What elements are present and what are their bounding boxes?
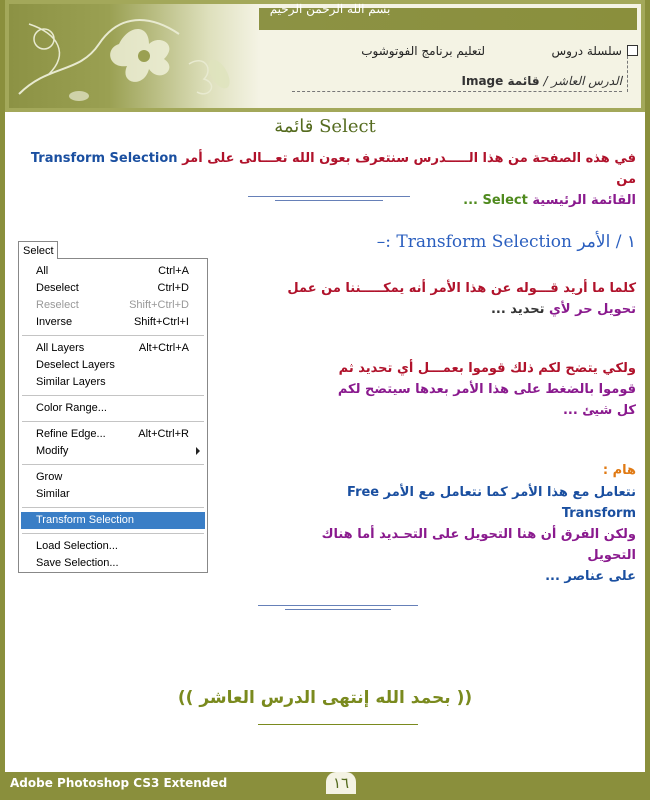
intro-line2-a: القائمة الرئيسية (527, 193, 636, 208)
menu-separator (22, 395, 204, 396)
paragraph-3 (276, 358, 636, 421)
footer-app-name: Adobe Photoshop CS3 Extended (10, 776, 228, 790)
menu-item-similar-layers[interactable]: Similar Layers (36, 376, 106, 388)
para2-line2: تحويل حر لأي (549, 302, 636, 317)
page-title: قائمة Select (274, 116, 376, 137)
para3-line1: ولكي يتضح لكم ذلك قوموا بعمـــل أي تحديد ثم (338, 361, 636, 376)
menu-item-refine-edge[interactable]: Refine Edge... Alt+Ctrl+R (36, 428, 189, 440)
menu-item-similar[interactable]: Similar (36, 488, 70, 500)
bismillah-text: بسم الله الرحمن الرحيم (269, 2, 391, 16)
para4-line1: نتعامل مع هذا الأمر كما نتعامل مع الأمر (379, 485, 636, 500)
section-title: الأمر Transform Selection :– (376, 232, 616, 252)
menu-item-deselect[interactable]: Deselect Ctrl+D (36, 282, 189, 294)
menu-item-color-range[interactable]: Color Range... (36, 402, 107, 414)
menu-item-reselect: Reselect Shift+Ctrl+D (36, 299, 189, 311)
menu-item-transform-selection[interactable]: Transform Selection (21, 512, 205, 529)
divider-1b (275, 200, 383, 201)
intro-paragraph (16, 148, 636, 211)
bullet-box-icon (627, 45, 638, 56)
lesson-line (461, 74, 622, 88)
section-number: ١ / (615, 232, 636, 252)
para3-line2: قوموا بالضغط على هذا الأمر بعدها سيتضح لكم (337, 382, 636, 397)
intro-line2-b: Select (482, 193, 528, 208)
para2-line2-end: تحديد ... (490, 302, 549, 317)
submenu-arrow-icon (196, 447, 200, 455)
intro-line1-a: في هذه الصفحة من هذا الـــــدرس سنتعرف بعون الله تعـــالى على أمر (177, 151, 636, 166)
header-banner (5, 0, 645, 112)
menu-separator (22, 507, 204, 508)
menu-separator (22, 421, 204, 422)
menu-title-select[interactable]: Select (18, 241, 58, 259)
intro-line2-c: ... (463, 193, 483, 208)
header-inner (9, 4, 641, 108)
series-title: سلسلة دروس (551, 44, 622, 58)
intro-line1-b: Transform Selection (30, 151, 178, 166)
menu-item-deselect-layers[interactable]: Deselect Layers (36, 359, 115, 371)
divider-2a (258, 605, 418, 606)
menu-item-inverse[interactable]: Inverse Shift+Ctrl+I (36, 316, 189, 328)
divider-2b (285, 609, 391, 610)
lesson-connector (627, 56, 628, 92)
menu-item-all-layers[interactable]: All Layers Alt+Ctrl+A (36, 342, 189, 354)
para4-line3: على عناصر ... (545, 569, 636, 584)
menu-item-modify[interactable]: Modify (21, 443, 205, 460)
divider-1a (248, 196, 410, 197)
select-menu (18, 258, 208, 573)
para3-line3: كل شيئ ... (562, 403, 636, 418)
intro-line1-c: من (616, 172, 636, 187)
series-subtitle: لتعليم برنامج الفوتوشوب (361, 44, 485, 58)
select-menu-screenshot (18, 241, 208, 573)
floral-ornament (9, 4, 259, 108)
menu-item-save-selection[interactable]: Save Selection... (36, 557, 119, 569)
menu-item-load-selection[interactable]: Load Selection... (36, 540, 118, 552)
lesson-separator (292, 91, 622, 92)
lesson-label: الدرس العاشر / (543, 74, 622, 88)
menu-separator (22, 533, 204, 534)
para4-line2: ولكن الفرق أن هنا التحويل على التحـديد أما هناك التحويل (321, 527, 636, 563)
menu-separator (22, 335, 204, 336)
important-label: هام : (602, 463, 636, 478)
divider-3 (258, 724, 418, 725)
section-heading (377, 232, 636, 252)
lesson-menu-name: قائمة Image (461, 74, 540, 88)
menu-item-all[interactable]: All Ctrl+A (36, 265, 189, 277)
closing-text: (( بحمد الله إنتهى الدرس العاشر )) (177, 688, 473, 708)
flower-decoration-icon (9, 4, 259, 108)
para4-line1-en: Free Transform (347, 485, 636, 521)
paragraph-2 (276, 278, 636, 320)
menu-separator (22, 464, 204, 465)
paragraph-4 (276, 482, 636, 587)
page-number: ١٦ (326, 772, 356, 794)
menu-item-grow[interactable]: Grow (36, 471, 63, 483)
para2-line1: كلما ما أريد قـــوله عن هذا الأمر أنه يمكـــــننا من عمل (287, 281, 636, 296)
